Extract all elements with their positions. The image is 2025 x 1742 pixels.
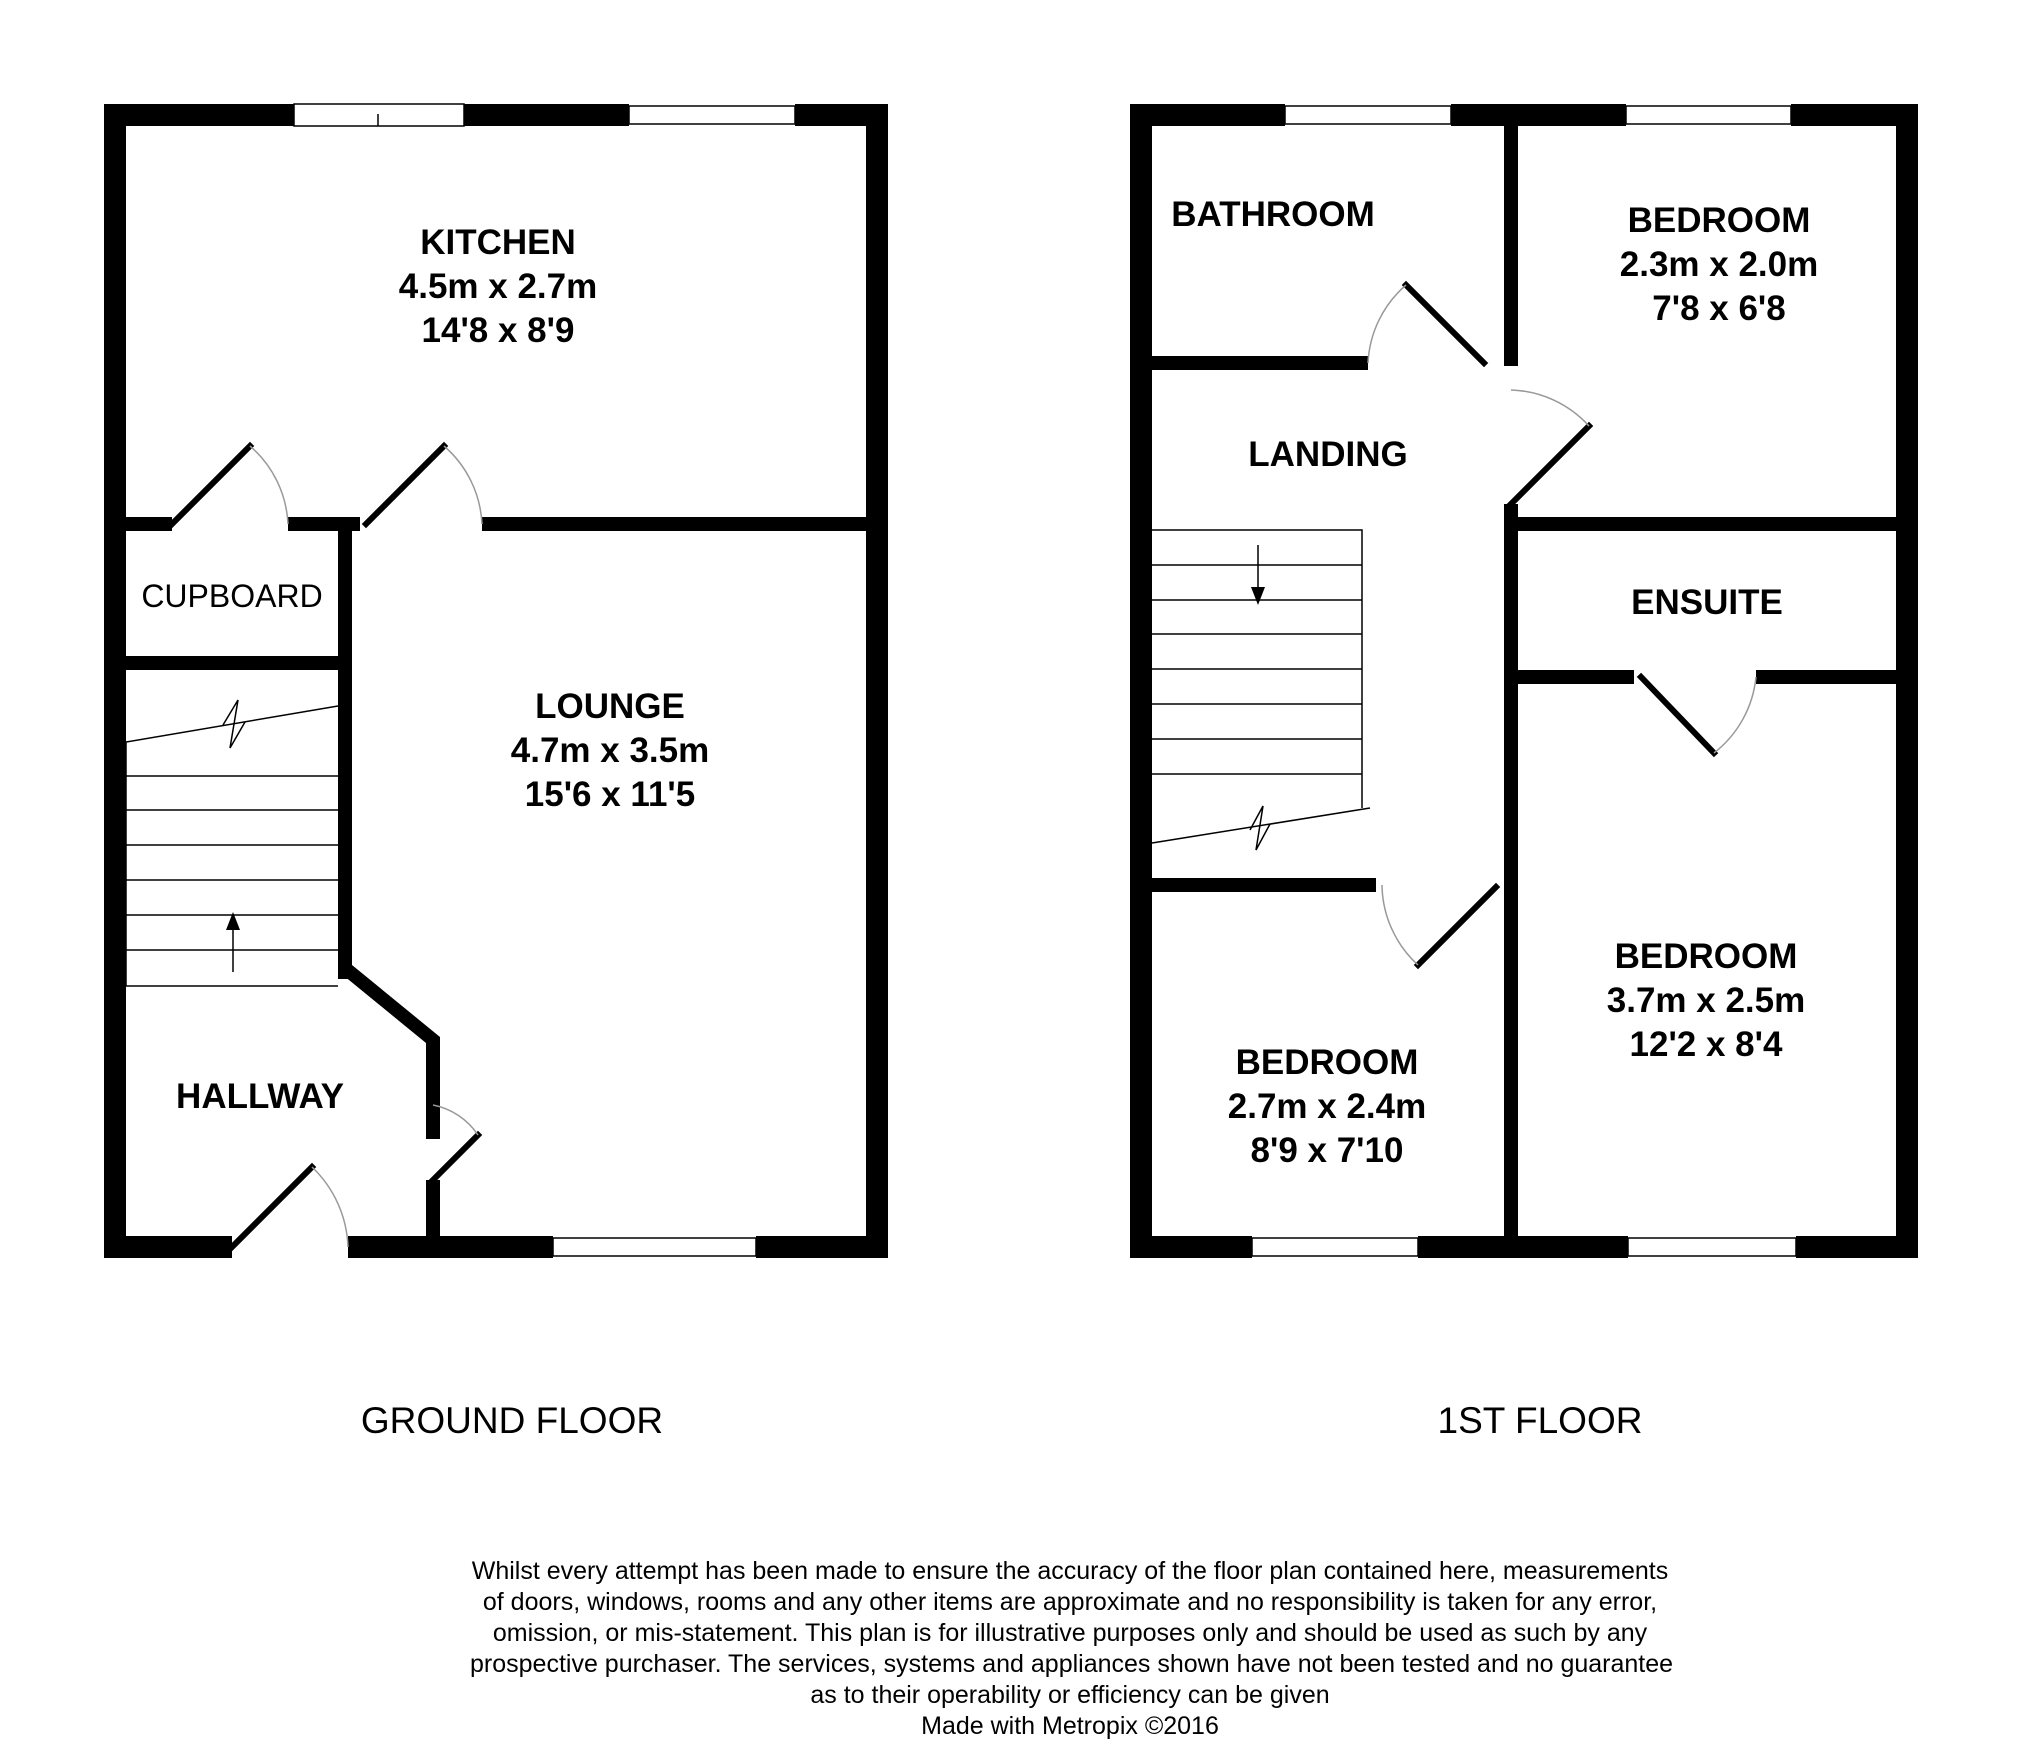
bedroom-3-label	[1228, 1043, 1426, 1170]
gf-wall-top-left	[104, 104, 294, 126]
ff-door-ensuite-swing	[1714, 677, 1756, 753]
metropix-credit: Made with Metropix ©2016	[921, 1712, 1219, 1740]
gf-front-door-swing	[312, 1167, 348, 1247]
kitchen-label	[399, 223, 597, 350]
gf-door-cupboard-swing	[250, 446, 288, 524]
room-size-imperial: 8'9 x 7'10	[1250, 1131, 1404, 1170]
ff-window-bathroom	[1285, 106, 1451, 124]
gf-stair-break-mark	[223, 700, 245, 748]
ff-wall-bathroom-bottom	[1130, 356, 1368, 370]
gf-door-cupboard	[172, 446, 250, 524]
ff-wall-bottom-left	[1130, 1236, 1252, 1258]
cupboard-label: CUPBOARD	[141, 578, 323, 614]
first-floor-plan	[1130, 104, 1918, 1441]
ff-window-bed2	[1626, 106, 1791, 124]
ff-wall-bed3-top	[1130, 878, 1376, 892]
ff-stair-arrow-head	[1251, 587, 1265, 605]
ff-wall-bottom-mid	[1418, 1236, 1628, 1258]
ff-wall-left	[1130, 104, 1152, 1258]
room-size-imperial: 7'8 x 6'8	[1652, 289, 1786, 328]
room-name: BEDROOM	[1614, 937, 1798, 976]
room-size-metric: 2.7m x 2.4m	[1227, 1087, 1427, 1126]
ff-wall-landing-right	[1504, 504, 1518, 1258]
ff-window-bed3	[1252, 1238, 1418, 1256]
ff-wall-ensuite-left	[1504, 670, 1634, 684]
ff-stair-break-mark	[1250, 806, 1270, 850]
disclaimer-line: of doors, windows, rooms and any other items are approximate and no responsibility is taken for any error,	[482, 1588, 1658, 1616]
room-size-metric: 4.5m x 2.7m	[398, 267, 598, 306]
ff-door-bed2-swing	[1511, 390, 1589, 426]
hallway-label: HALLWAY	[176, 1077, 344, 1116]
room-name: KITCHEN	[420, 223, 576, 262]
room-name: BEDROOM	[1235, 1043, 1419, 1082]
disclaimer-line: as to their operability or efficiency can be given	[810, 1681, 1330, 1709]
gf-staircase	[126, 700, 338, 986]
ff-wall-bed2-left	[1504, 104, 1518, 366]
ff-stair-lower-edge	[1152, 808, 1370, 843]
gf-wall-hall-lounge-lower	[426, 1180, 440, 1258]
gf-wall-bottom-right	[756, 1236, 888, 1258]
ff-wall-ensuite-right	[1756, 670, 1918, 684]
gf-wall-hall-angle	[338, 965, 440, 1052]
room-size-imperial: 14'8 x 8'9	[421, 311, 575, 350]
ff-wall-bottom-right	[1796, 1236, 1918, 1258]
ground-floor-title: GROUND FLOOR	[360, 1400, 664, 1441]
bedroom-2-label	[1620, 201, 1818, 328]
lounge-label	[511, 687, 709, 814]
gf-wall-kitchen-left	[104, 517, 172, 531]
gf-wall-cupboard-right	[338, 517, 352, 979]
gf-wall-bottom-left	[104, 1236, 232, 1258]
ff-door-bathroom-swing	[1368, 285, 1406, 363]
room-name: LOUNGE	[535, 687, 685, 726]
bathroom-label: BATHROOM	[1171, 195, 1375, 234]
ff-window-bed1	[1628, 1238, 1796, 1256]
gf-wall-cupboard-bottom	[104, 656, 352, 670]
first-floor-title: 1ST FLOOR	[1437, 1400, 1643, 1441]
room-size-imperial: 15'6 x 11'5	[524, 775, 696, 814]
gf-wall-bottom-mid	[348, 1236, 553, 1258]
ff-wall-top-mid	[1451, 104, 1626, 126]
room-size-metric: 4.7m x 3.5m	[510, 731, 710, 770]
bedroom-1-label	[1607, 937, 1805, 1064]
gf-wall-right	[866, 104, 888, 1258]
ground-floor-plan	[104, 104, 888, 1441]
gf-window-kitchen	[629, 106, 795, 124]
gf-wall-hall-lounge-upper	[426, 1037, 440, 1139]
ff-door-bed3	[1418, 887, 1496, 965]
ff-wall-top-left	[1130, 104, 1285, 126]
disclaimer	[470, 1556, 1674, 1742]
ff-door-bed2	[1511, 426, 1589, 504]
gf-window-patio-door	[294, 104, 464, 126]
ff-door-bed3-swing	[1382, 885, 1418, 965]
gf-door-hall-lounge	[433, 1135, 478, 1180]
disclaimer-line: Whilst every attempt has been made to ensure the accuracy of the floor plan contained here, measurements	[471, 1557, 1669, 1585]
ff-staircase	[1152, 530, 1370, 850]
room-size-metric: 2.3m x 2.0m	[1619, 245, 1819, 284]
gf-wall-top-mid	[464, 104, 629, 126]
gf-wall-left	[104, 104, 126, 1258]
gf-door-lounge-swing	[444, 446, 482, 524]
disclaimer-line: prospective purchaser. The services, systems and appliances shown have not been tested and no guarantee	[470, 1650, 1674, 1678]
gf-front-door	[232, 1167, 312, 1247]
room-size-imperial: 12'2 x 8'4	[1629, 1025, 1783, 1064]
gf-door-lounge	[366, 446, 444, 524]
disclaimer-line: omission, or mis-statement. This plan is for illustrative purposes only and should be used as such by any	[492, 1619, 1648, 1647]
ff-door-bathroom	[1406, 285, 1484, 363]
gf-wall-kitchen-lounge	[482, 517, 882, 531]
landing-label: LANDING	[1248, 435, 1408, 474]
gf-stair-outline	[126, 706, 338, 986]
ensuite-label: ENSUITE	[1631, 583, 1783, 622]
gf-window-lounge	[553, 1238, 756, 1256]
ff-door-ensuite	[1641, 677, 1714, 753]
room-name: BEDROOM	[1627, 201, 1811, 240]
ff-wall-bed2-bottom	[1504, 517, 1918, 531]
room-size-metric: 3.7m x 2.5m	[1606, 981, 1806, 1020]
